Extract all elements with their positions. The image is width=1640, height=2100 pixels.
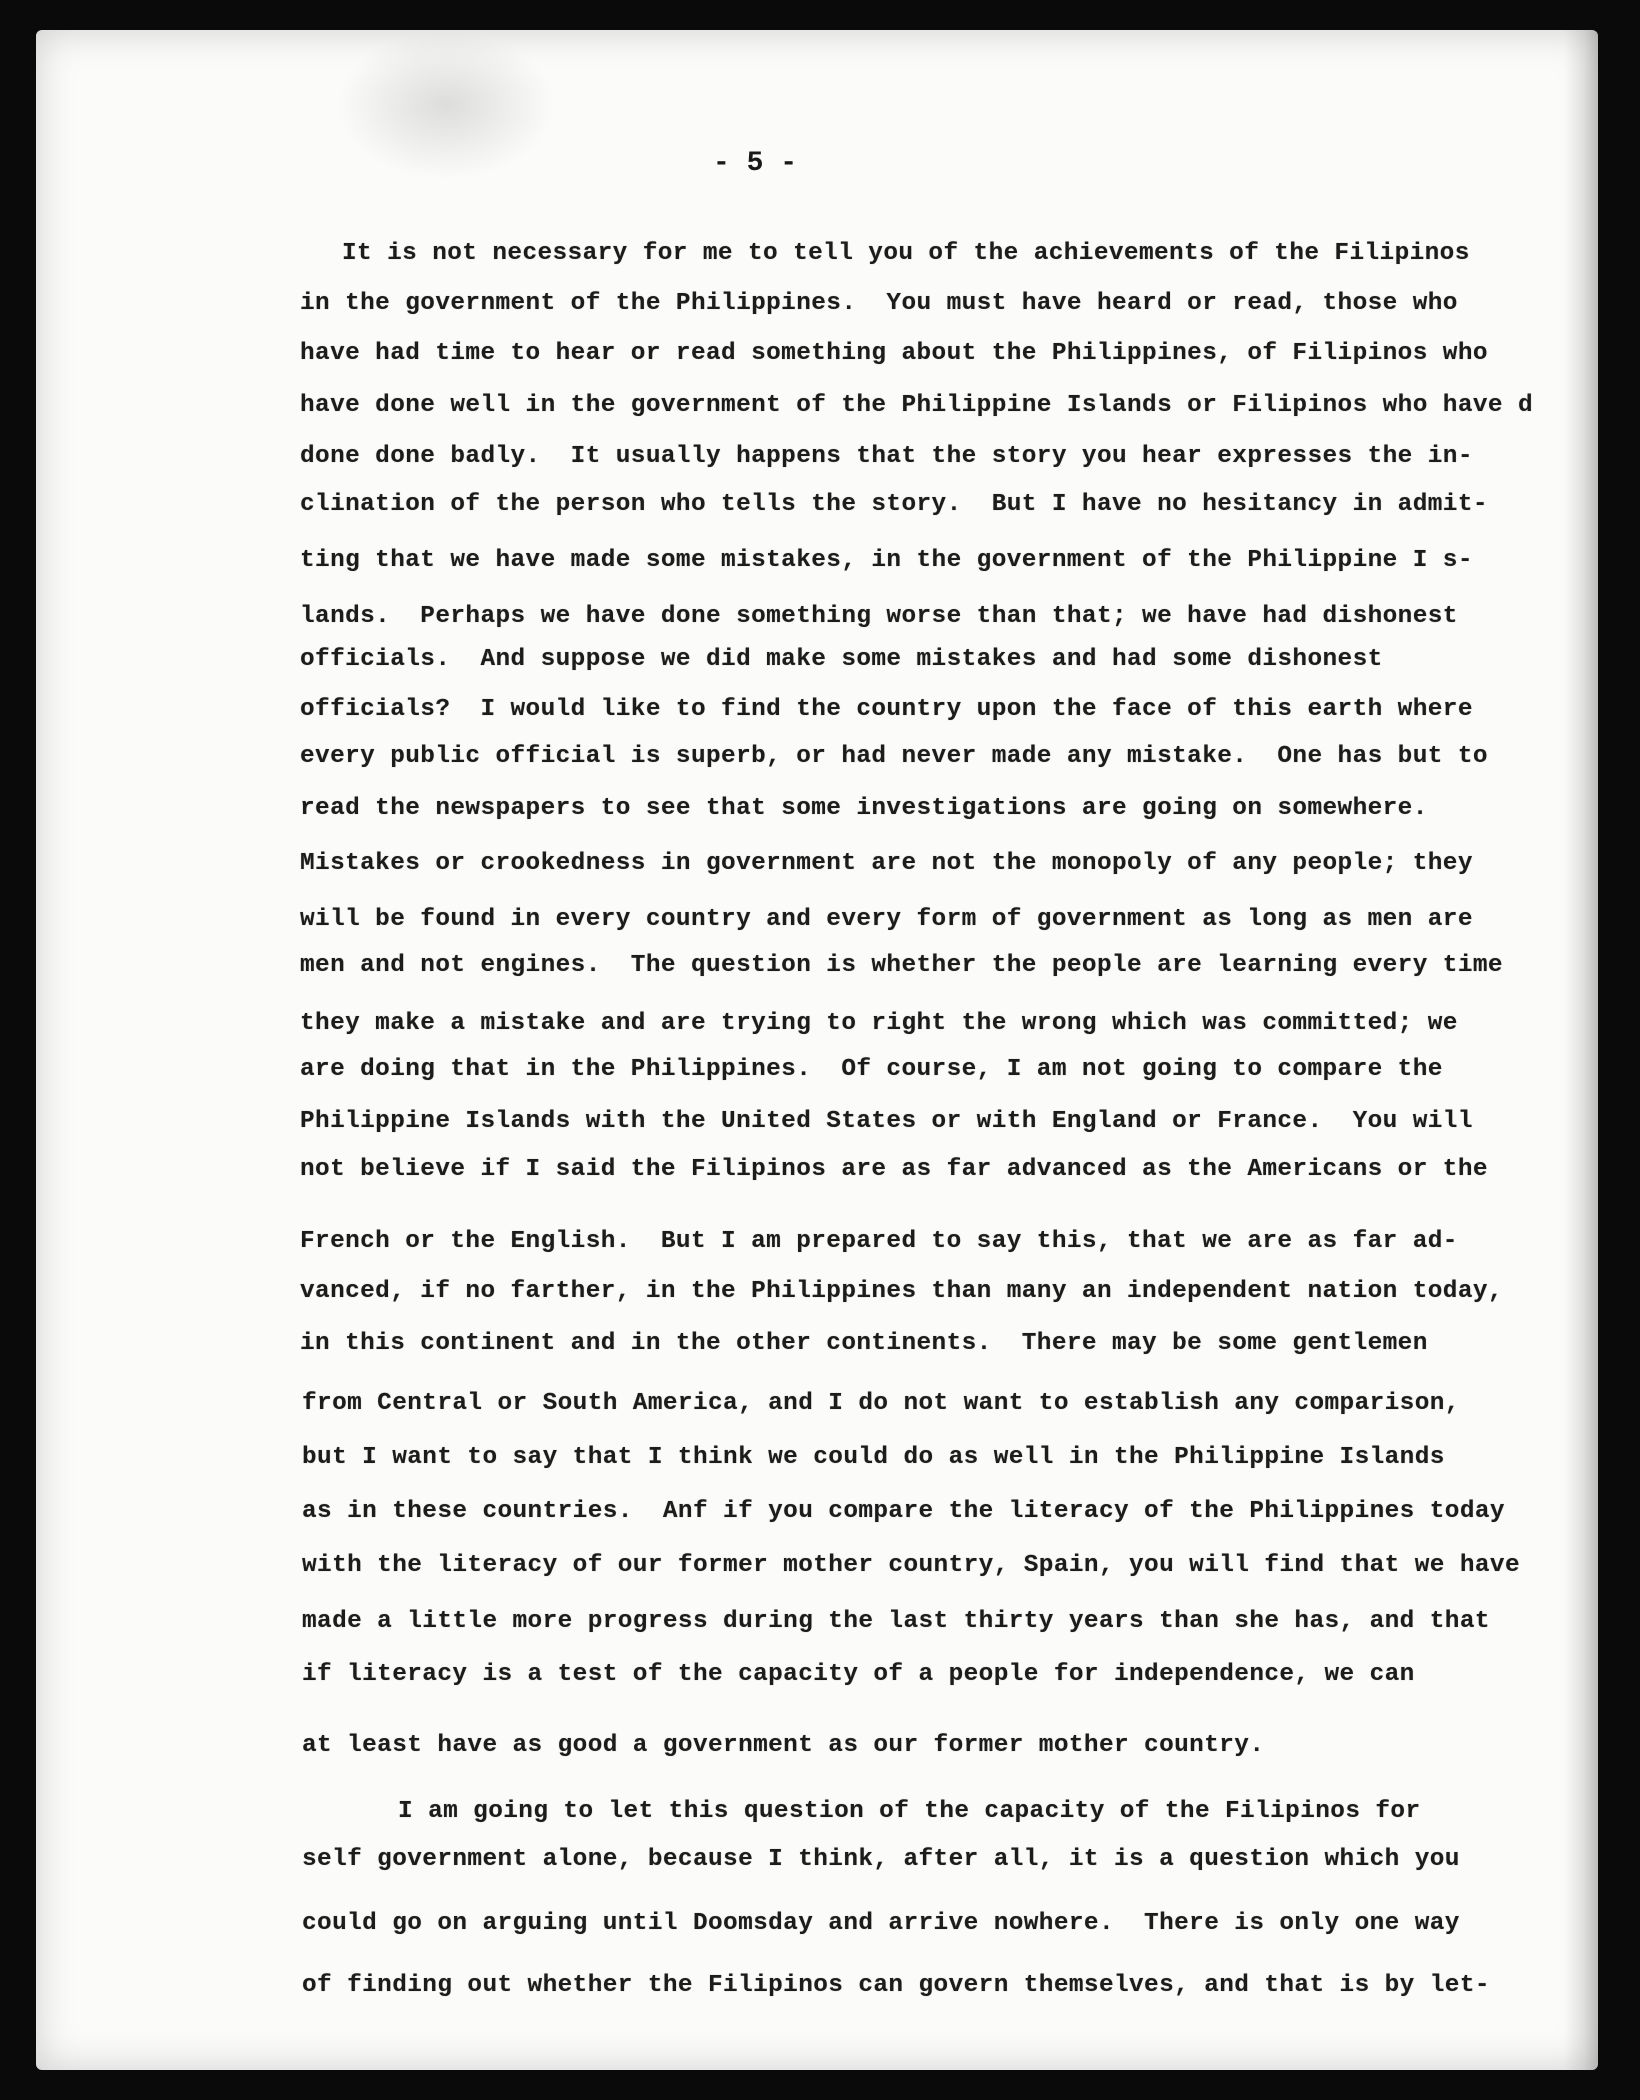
- text-line: are doing that in the Philippines. Of course, I am not going to compare the: [300, 1056, 1443, 1083]
- text-line: in this continent and in the other continents. There may be some gentlemen: [300, 1330, 1428, 1357]
- text-line: lands. Perhaps we have done something worse than that; we have had dishonest: [300, 603, 1458, 630]
- text-line: from Central or South America, and I do not want to establish any comparison,: [302, 1390, 1460, 1417]
- text-line: they make a mistake and are trying to right the wrong which was committed; we: [300, 1010, 1458, 1037]
- typewritten-page: [36, 30, 1598, 2070]
- text-line: self government alone, because I think, after all, it is a question which you: [302, 1846, 1460, 1873]
- text-line: have had time to hear or read something about the Philippines, of Filipinos who: [300, 340, 1488, 367]
- text-line: in the government of the Philippines. You must have heard or read, those who: [300, 290, 1458, 317]
- text-line: French or the English. But I am prepared to say this, that we are as far ad-: [300, 1228, 1458, 1255]
- text-line: officials? I would like to find the country upon the face of this earth where: [300, 696, 1473, 723]
- text-line: vanced, if no farther, in the Philippines than many an independent nation today,: [300, 1278, 1503, 1305]
- text-line: I am going to let this question of the capacity of the Filipinos for: [398, 1798, 1421, 1825]
- text-line: if literacy is a test of the capacity of a people for independence, we can: [302, 1661, 1415, 1688]
- text-line: not believe if I said the Filipinos are as far advanced as the Americans or the: [300, 1156, 1488, 1183]
- text-line: of finding out whether the Filipinos can govern themselves, and that is by let-: [302, 1972, 1490, 1999]
- text-line: with the literacy of our former mother country, Spain, you will find that we have: [302, 1552, 1520, 1579]
- text-line: Mistakes or crookedness in government are not the monopoly of any people; they: [300, 850, 1473, 877]
- text-line: clination of the person who tells the story. But I have no hesitancy in admit-: [300, 491, 1488, 518]
- text-line: as in these countries. Anf if you compare the literacy of the Philippines today: [302, 1498, 1505, 1525]
- text-line: every public official is superb, or had never made any mistake. One has but to: [300, 743, 1488, 770]
- text-line: It is not necessary for me to tell you of the achievements of the Filipinos: [342, 240, 1470, 267]
- text-line: could go on arguing until Doomsday and arrive nowhere. There is only one way: [302, 1910, 1460, 1937]
- text-line: made a little more progress during the last thirty years than she has, and that: [302, 1608, 1490, 1635]
- text-line: read the newspapers to see that some investigations are going on somewhere.: [300, 795, 1428, 822]
- text-line: have done well in the government of the Philippine Islands or Filipinos who have d: [300, 392, 1534, 419]
- text-line: will be found in every country and every form of government as long as men are: [300, 906, 1473, 933]
- text-line: ting that we have made some mistakes, in the government of the Philippine I s-: [300, 547, 1473, 574]
- text-line: men and not engines. The question is whether the people are learning every time: [300, 952, 1503, 979]
- page-number: - 5 -: [712, 148, 797, 179]
- text-line: Philippine Islands with the United States or with England or France. You will: [300, 1108, 1473, 1135]
- text-line: but I want to say that I think we could do as well in the Philippine Islands: [302, 1444, 1445, 1471]
- text-line: officials. And suppose we did make some mistakes and had some dishonest: [300, 646, 1383, 673]
- text-line: at least have as good a government as our former mother country.: [302, 1732, 1265, 1759]
- text-line: done done badly. It usually happens that the story you hear expresses the in-: [300, 443, 1473, 470]
